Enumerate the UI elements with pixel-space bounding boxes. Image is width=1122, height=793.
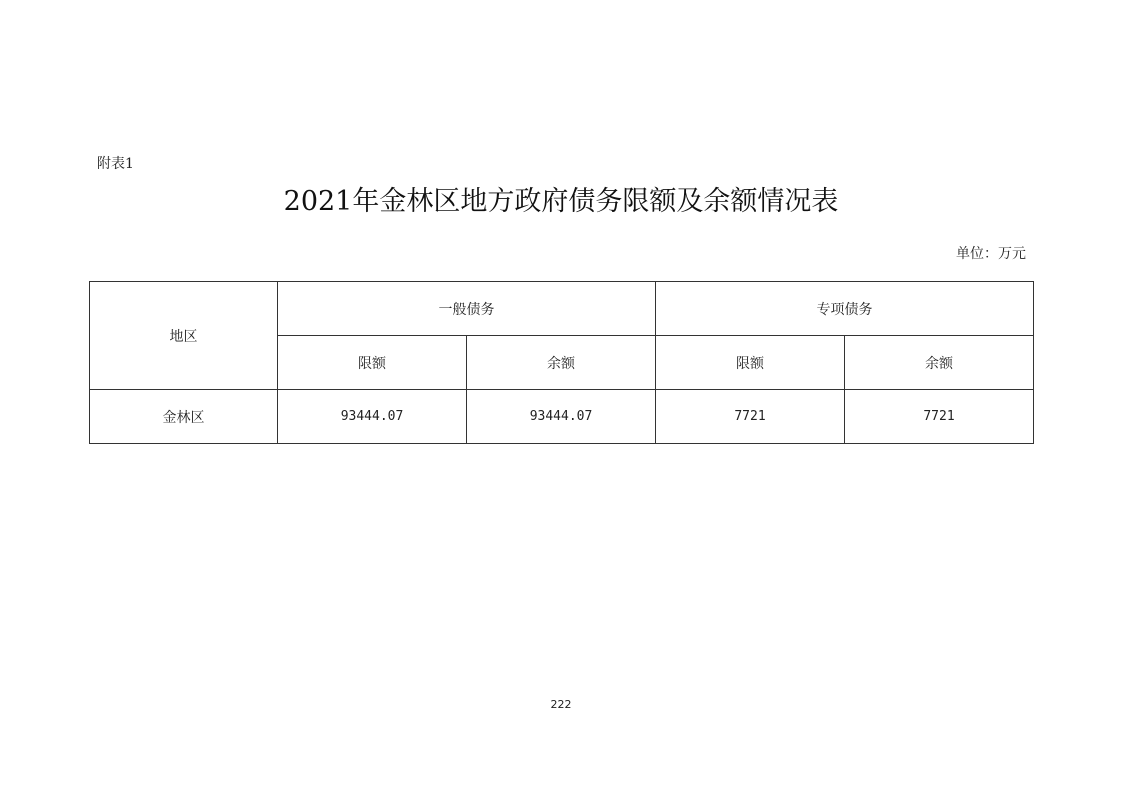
- region-header: 地区: [90, 282, 278, 390]
- debt-table: [89, 281, 1034, 444]
- region-cell: 金林区: [90, 390, 278, 444]
- general-balance-cell: 93444.07: [467, 390, 656, 444]
- special-debt-header: 专项债务: [656, 282, 1034, 336]
- special-balance-cell: 7721: [845, 390, 1034, 444]
- special-limit-header: 限额: [656, 336, 845, 390]
- special-balance-header: 余额: [845, 336, 1034, 390]
- general-limit-cell: 93444.07: [278, 390, 467, 444]
- unit-note: 单位：万元: [956, 246, 1026, 262]
- table-row: [90, 390, 1034, 444]
- annex-label: 附表1: [97, 156, 134, 172]
- page-number: 222: [550, 698, 572, 711]
- document-title: 2021年金林区地方政府债务限额及余额情况表: [283, 186, 839, 217]
- general-limit-header: 限额: [278, 336, 467, 390]
- general-balance-header: 余额: [467, 336, 656, 390]
- header-row-groups: [90, 282, 1034, 336]
- special-limit-cell: 7721: [656, 390, 845, 444]
- general-debt-header: 一般债务: [278, 282, 656, 336]
